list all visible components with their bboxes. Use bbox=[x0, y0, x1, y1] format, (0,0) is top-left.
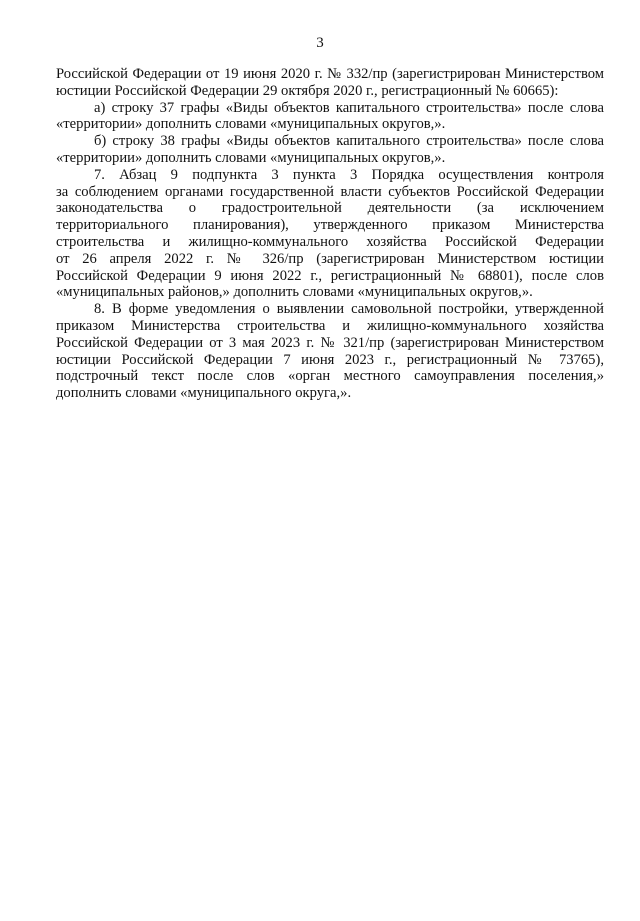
document-body bbox=[56, 66, 604, 402]
text-line: законодательства о градостроительной деятельности (за исключением bbox=[56, 200, 604, 217]
text-line: «территории» дополнить словами «муниципальных округов,». bbox=[56, 116, 446, 133]
text-line: Российской Федерации 9 июня 2022 г., регистрационный № 68801), после слов bbox=[56, 267, 604, 284]
text-line: юстиции Российской Федерации 29 октября 2020 г., регистрационный № 60665): bbox=[56, 82, 559, 99]
text-line: строительства и жилищно-коммунального хозяйства Российской Федерации bbox=[56, 233, 604, 250]
text-line: б) строку 38 графы «Виды объектов капитального строительства» после слова bbox=[94, 133, 604, 150]
text-line: дополнить словами «муниципального округа,». bbox=[56, 385, 352, 402]
text-line: территориального планирования), утвержденного приказом Министерства bbox=[56, 217, 604, 234]
text-line: приказом Министерства строительства и жилищно-коммунального хозяйства bbox=[56, 317, 604, 334]
text-line: 7. Абзац 9 подпункта 3 пункта 3 Порядка осуществления контроля bbox=[94, 166, 604, 183]
text-line: Российской Федерации от 19 июня 2020 г. № 332/пр (зарегистрирован Министерством bbox=[56, 66, 604, 82]
text-line: «муниципальных районов,» дополнить словами «муниципальных округов,». bbox=[56, 284, 533, 301]
text-line: за соблюдением органами государственной власти субъектов Российской Федерации bbox=[56, 183, 604, 200]
text-line: а) строку 37 графы «Виды объектов капитального строительства» после слова bbox=[94, 99, 604, 116]
text-line: Российской Федерации от 3 мая 2023 г. № 321/пр (зарегистрирован Министерством bbox=[56, 334, 604, 351]
page-number: 3 bbox=[316, 35, 324, 51]
text-line: 8. В форме уведомления о выявлении самовольной постройки, утвержденной bbox=[94, 301, 604, 318]
text-line: «территории» дополнить словами «муниципальных округов,». bbox=[56, 149, 446, 166]
text-line: от 26 апреля 2022 г. № 326/пр (зарегистрирован Министерством юстиции bbox=[56, 250, 604, 267]
text-line: юстиции Российской Федерации 7 июня 2023 г., регистрационный № 73765), bbox=[56, 351, 604, 368]
text-line: подстрочный текст после слов «орган местного самоуправления поселения,» bbox=[56, 368, 604, 385]
